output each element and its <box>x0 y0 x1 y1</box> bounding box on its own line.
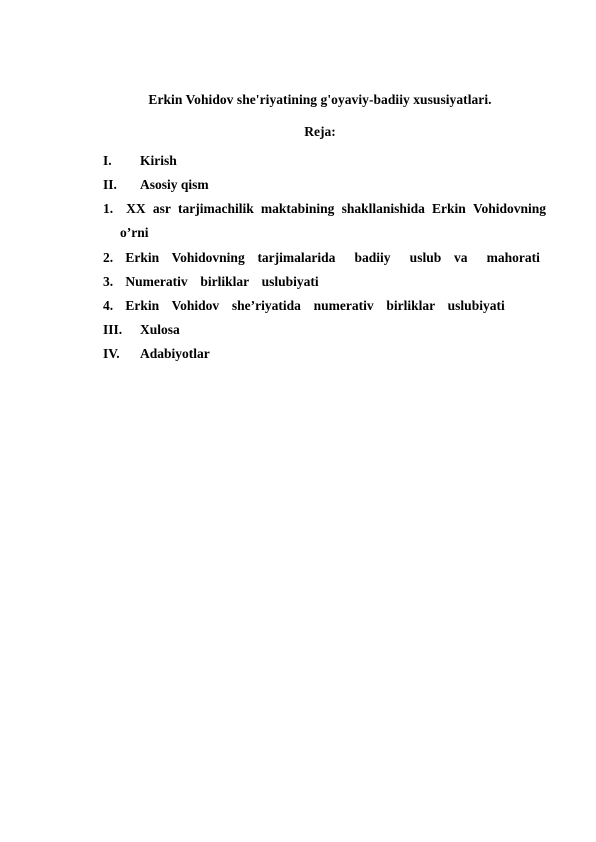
outline-number-3: III. <box>103 322 123 337</box>
outline-number-1: I. <box>103 153 112 168</box>
word: asr <box>152 201 171 216</box>
outline-item-references: Adabiyotlar <box>140 346 210 361</box>
numbered-item-4 <box>103 298 505 314</box>
numbered-item-number: 2. <box>103 250 114 265</box>
numbered-item-number: 1. <box>103 201 114 216</box>
word: maktabining <box>260 201 335 216</box>
numbered-item-1-continuation: o’rni <box>120 225 149 240</box>
word: Erkin <box>432 201 466 216</box>
outline-item-introduction: Kirish <box>140 153 177 168</box>
word: shakllanishida <box>341 201 425 216</box>
numbered-item-text: Erkin Vohidovning tarjimalarida badiiy uslub va mahorati <box>125 250 540 265</box>
outline-number-2: II. <box>103 177 117 192</box>
outline-number-4: IV. <box>103 346 120 361</box>
numbered-item-1 <box>103 201 546 217</box>
plan-heading: Reja: <box>304 124 336 139</box>
numbered-item-text: Erkin Vohidov she’riyatida numerativ birliklar uslubiyati <box>125 298 505 313</box>
numbered-item-number: 4. <box>103 298 114 313</box>
outline-item-conclusion: Xulosa <box>140 322 180 337</box>
numbered-item-number: 3. <box>103 274 114 289</box>
numbered-item-2 <box>103 250 540 266</box>
numbered-item-3 <box>103 274 319 290</box>
word: Vohidovning <box>472 201 546 216</box>
numbered-item-text: Numerativ birliklar uslubiyati <box>125 274 319 289</box>
word: tarjimachilik <box>177 201 254 216</box>
word: XX <box>126 201 146 216</box>
document-title: Erkin Vohidov she'riyatining g'oyaviy-badiiy xususiyatlari. <box>148 92 492 107</box>
outline-item-main-part: Asosiy qism <box>140 177 209 192</box>
